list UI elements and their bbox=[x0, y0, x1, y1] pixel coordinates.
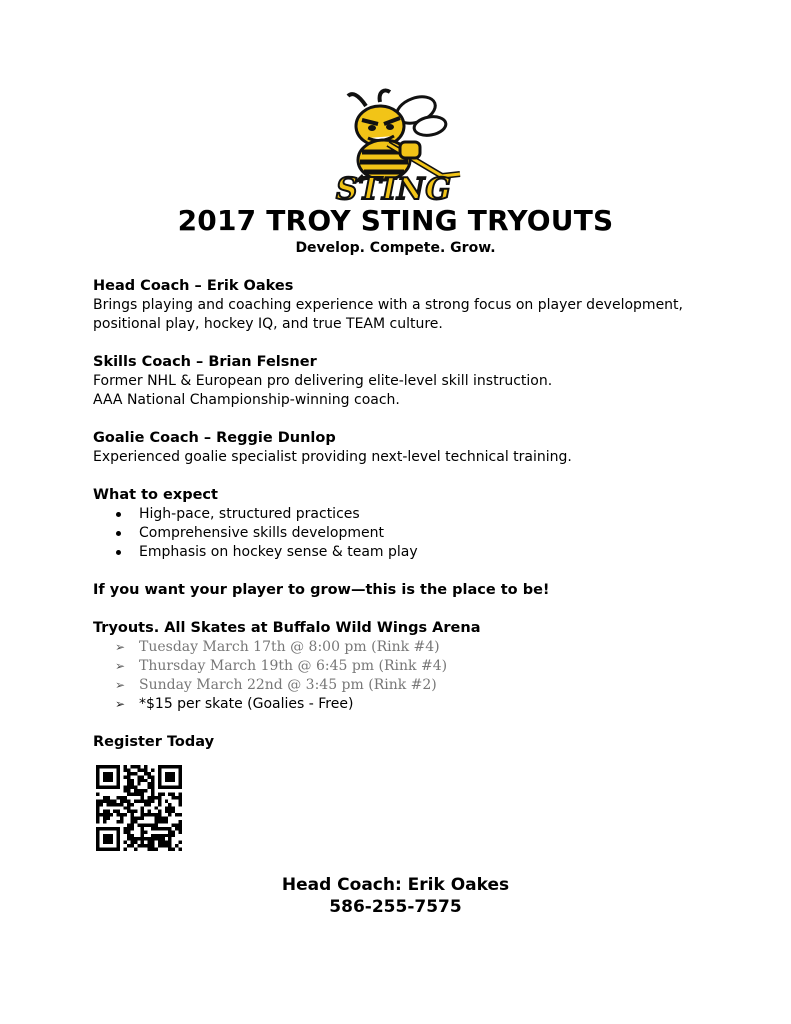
slogan: If you want your player to grow—this is the place to be! bbox=[93, 582, 550, 598]
list-item: Comprehensive skills development bbox=[93, 524, 733, 543]
footer-contact bbox=[0, 874, 791, 918]
list-item: ➢ Thursday March 19th @ 6:45 pm (Rink #4) bbox=[115, 658, 448, 674]
arrow-bullet-icon: ➢ bbox=[115, 697, 126, 711]
list-item: ➢ Sunday March 22nd @ 3:45 pm (Rink #2) bbox=[115, 677, 437, 693]
arrow-bullet-icon: ➢ bbox=[115, 678, 126, 692]
expect-heading: What to expect bbox=[93, 487, 218, 503]
goalie-coach-line-1: Experienced goalie specialist providing next-level technical training. bbox=[93, 449, 572, 465]
tryouts-list bbox=[93, 638, 733, 714]
bullet-icon bbox=[116, 550, 121, 555]
list-item: ➢ Tuesday March 17th @ 8:00 pm (Rink #4) bbox=[115, 639, 440, 655]
contact-name: Head Coach: Erik Oakes bbox=[281, 875, 510, 895]
qr-code-icon[interactable] bbox=[96, 765, 182, 851]
arrow-bullet-icon: ➢ bbox=[115, 659, 126, 673]
head-coach-line-1: Brings playing and coaching experience with a strong focus on player development, bbox=[93, 297, 683, 313]
skills-coach-heading: Skills Coach – Brian Felsner bbox=[93, 354, 317, 370]
goalie-coach-heading: Goalie Coach – Reggie Dunlop bbox=[93, 430, 336, 446]
tryouts-heading: Tryouts. All Skates at Buffalo Wild Wings Arena bbox=[93, 620, 481, 636]
list-item: High-pace, structured practices bbox=[93, 505, 733, 524]
sting-bee-hockey-logo bbox=[318, 88, 470, 203]
bullet-icon bbox=[116, 531, 121, 536]
page-title: 2017 TROY STING TRYOUTS bbox=[177, 204, 614, 237]
arrow-bullet-icon: ➢ bbox=[115, 640, 126, 654]
svg-text:STING: STING bbox=[335, 172, 453, 203]
tagline: Develop. Compete. Grow. bbox=[295, 240, 496, 256]
head-coach-heading: Head Coach – Erik Oakes bbox=[93, 278, 294, 294]
skills-coach-line-2: AAA National Championship-winning coach. bbox=[93, 392, 400, 408]
list-item: ➢ *$15 per skate (Goalies - Free) bbox=[115, 696, 354, 712]
skills-coach-line-1: Former NHL & European pro delivering elite-level skill instruction. bbox=[93, 373, 553, 389]
list-item: Emphasis on hockey sense & team play bbox=[93, 543, 733, 562]
register-heading: Register Today bbox=[93, 734, 215, 750]
head-coach-line-2: positional play, hockey IQ, and true TEAM culture. bbox=[93, 316, 443, 332]
bullet-icon bbox=[116, 512, 121, 517]
contact-phone[interactable]: 586-255-7575 bbox=[329, 897, 462, 917]
expect-list bbox=[93, 505, 733, 562]
flyer-content bbox=[93, 277, 733, 752]
